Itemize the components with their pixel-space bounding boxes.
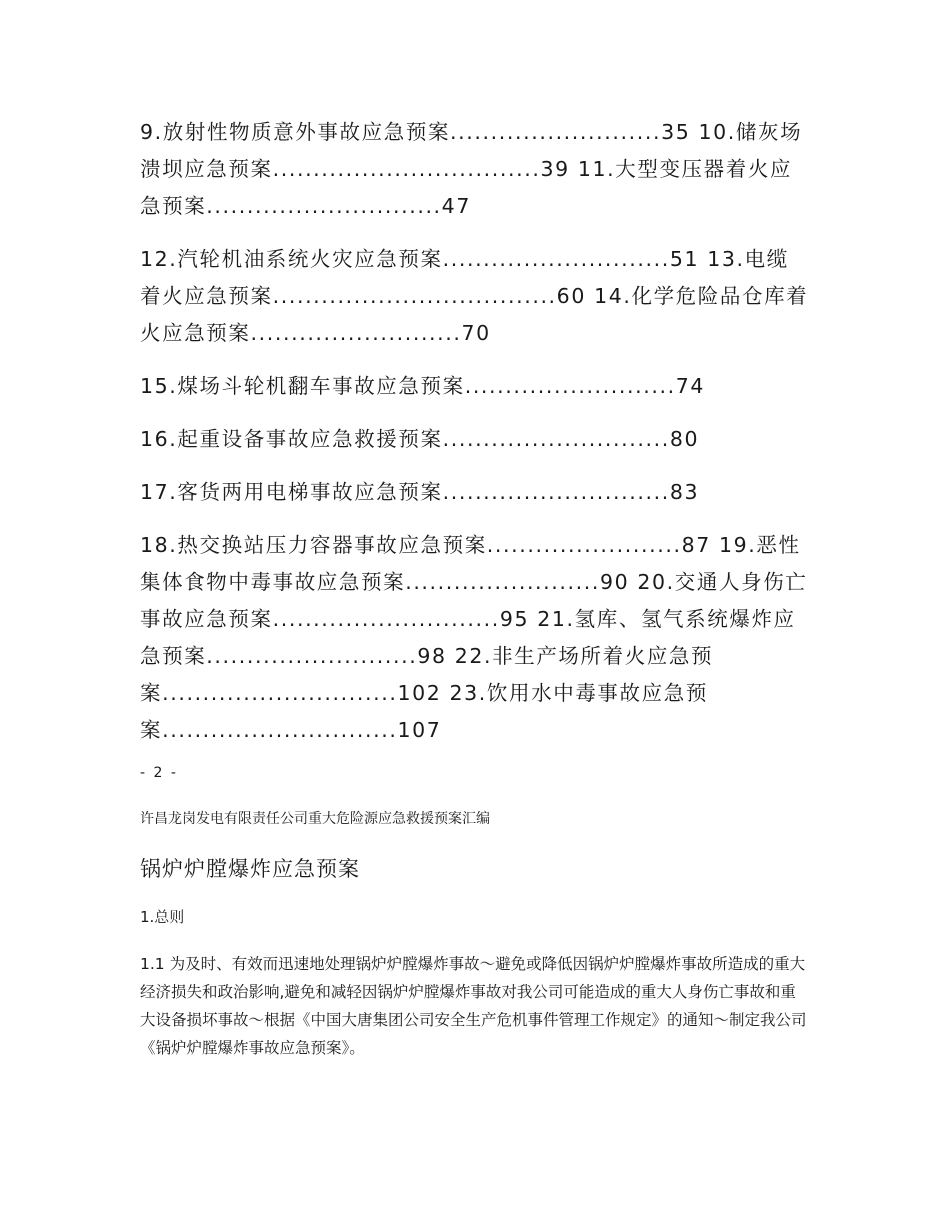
document-title: 锅炉炉膛爆炸应急预案 — [140, 857, 360, 881]
body-paragraph: 1.1 为及时、有效而迅速地处理锅炉炉膛爆炸事故～避免或降低因锅炉炉膛爆炸事故所造成的重大经济损失和政治影响,避免和减轻因锅炉炉膛爆炸事故对我公司可能造成的重大人身伤亡事故和重大设备损坏事故～根据《中国大唐集团公司安全生产危机事件管理工作规定》的通知～制定我公司《锅炉炉膛爆炸事故应急预案》。 — [140, 955, 807, 1057]
page-number: - 2 - — [140, 765, 178, 781]
toc-entry-block: 18.热交换站压力容器事故应急预案........................87 19.恶性集体食物中毒事故应急预案........................90 20.交通人身伤亡事故应急预案............................95 21.氢库、氢气系统爆炸应急预案..........................98 22.非生产场所着火应急预案.............................102 23.饮用水中毒事故应急预案.............................107 — [140, 533, 808, 742]
toc-entry-block: 16.起重设备事故应急救援预案............................80 — [140, 427, 700, 451]
running-header: 许昌龙岗发电有限责任公司重大危险源应急救援预案汇编 — [140, 811, 490, 827]
toc-entry-block: 15.煤场斗轮机翻车事故应急预案..........................74 — [140, 374, 706, 398]
toc-entry-block: 9.放射性物质意外事故应急预案..........................35 10.储灰场溃坝应急预案.................................39 11.大型变压器着火应急预案.............................47 — [140, 120, 803, 218]
section-heading: 1.总则 — [140, 908, 185, 926]
table-of-contents — [140, 114, 810, 765]
toc-entry-block: 12.汽轮机油系统火灾应急预案............................51 13.电缆着火应急预案...................................60 14.化学危险品仓库着火应急预案..........................70 — [140, 247, 809, 345]
toc-entry-block: 17.客货两用电梯事故应急预案............................83 — [140, 480, 700, 504]
